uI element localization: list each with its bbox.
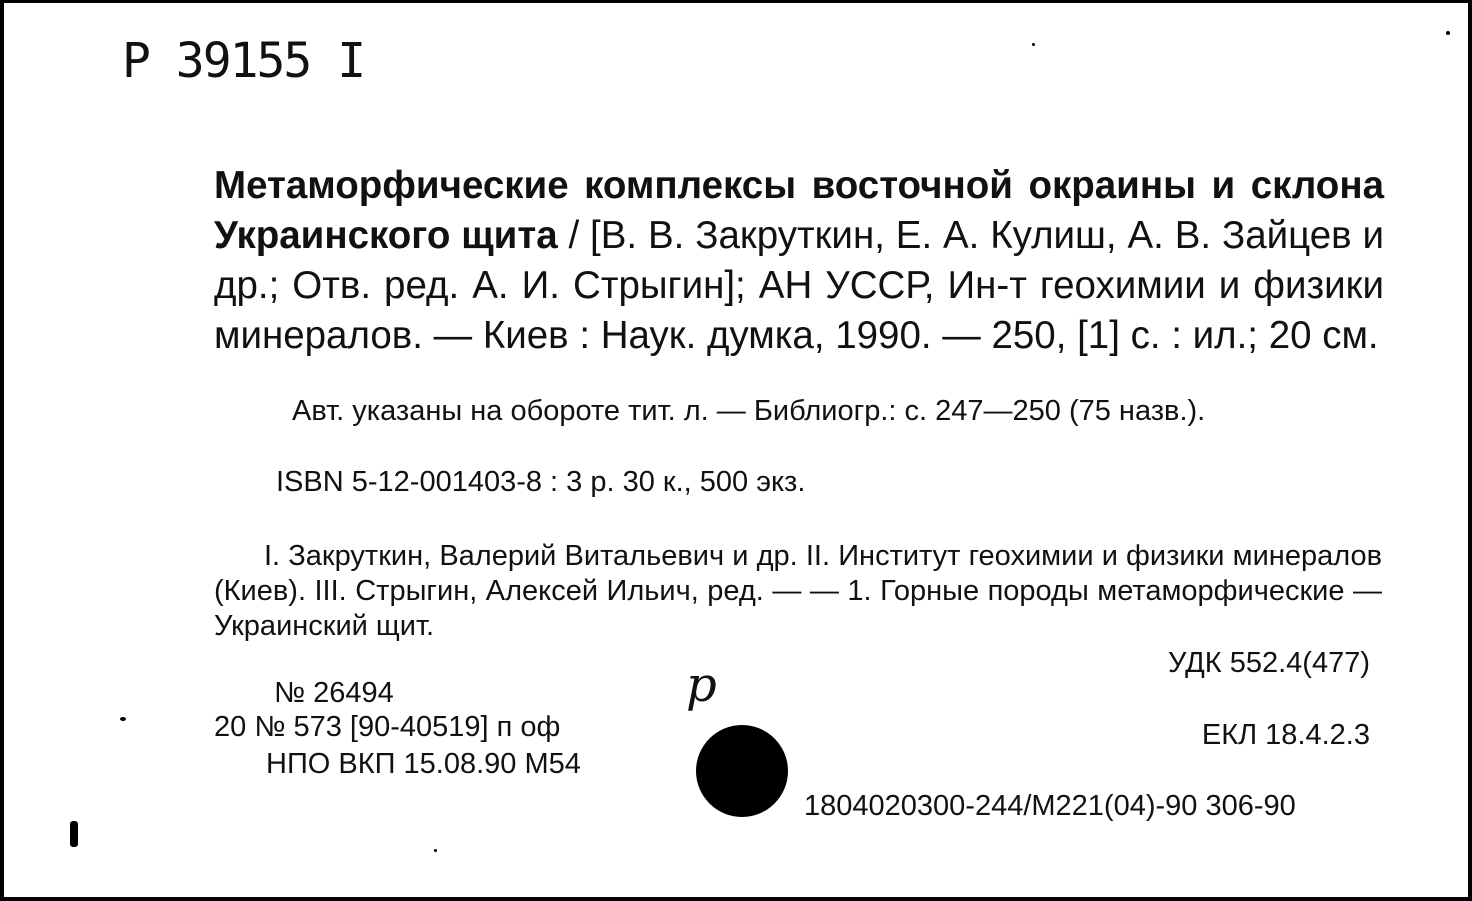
classification-code: 1804020300-244/М221(04)-90 306-90 (804, 790, 1296, 822)
bibliography-note: Авт. указаны на обороте тит. л. — Библиогр.: с. 247—250 (75 назв.). (292, 395, 1206, 427)
title-statement: / [В. В. Закруткин, Е. А. Кулиш, А. В. Зайцев и др.; Отв. ред. А. И. Стрыгин]; АН УССР, Ин-т геохимии и физики минералов. — Киев : Наук. думка, 1990. — 250, [1] с. : ил.; 20 см. (214, 214, 1384, 357)
punch-hole (696, 725, 788, 817)
isbn-line: ISBN 5-12-001403-8 : 3 р. 30 к., 500 экз. (276, 466, 806, 498)
ekl-code: ЕКЛ 18.4.2.3 (1201, 719, 1370, 751)
order-line: 20 № 573 [90-40519] п оф (214, 711, 561, 743)
scan-speck (1446, 31, 1450, 35)
scan-speck (434, 849, 437, 852)
scan-speck (70, 821, 78, 847)
handwritten-mark: р (686, 657, 717, 713)
tracings-text: I. Закруткин, Валерий Витальевич и др. II. Институт геохимии и физики минералов (Киев). III. Стрыгин, Алексей Ильич, ред. — — 1. Горные породы метаморфические — Украинский щит. (214, 540, 1382, 642)
scan-speck (120, 717, 126, 721)
scan-speck (1032, 43, 1035, 46)
shelfmark: Р 39155 I (122, 33, 365, 89)
tracings-block (214, 539, 1382, 644)
title: Метаморфические комплексы восточной окраины и склона Украинского щита (214, 164, 1384, 257)
printer-line: НПО ВКП 15.08.90 М54 (266, 748, 581, 780)
udc-code: УДК 552.4(477) (1168, 647, 1370, 679)
card-number: № 26494 (274, 677, 394, 709)
notes-block (214, 395, 1384, 428)
bibliographic-description (214, 161, 1384, 361)
